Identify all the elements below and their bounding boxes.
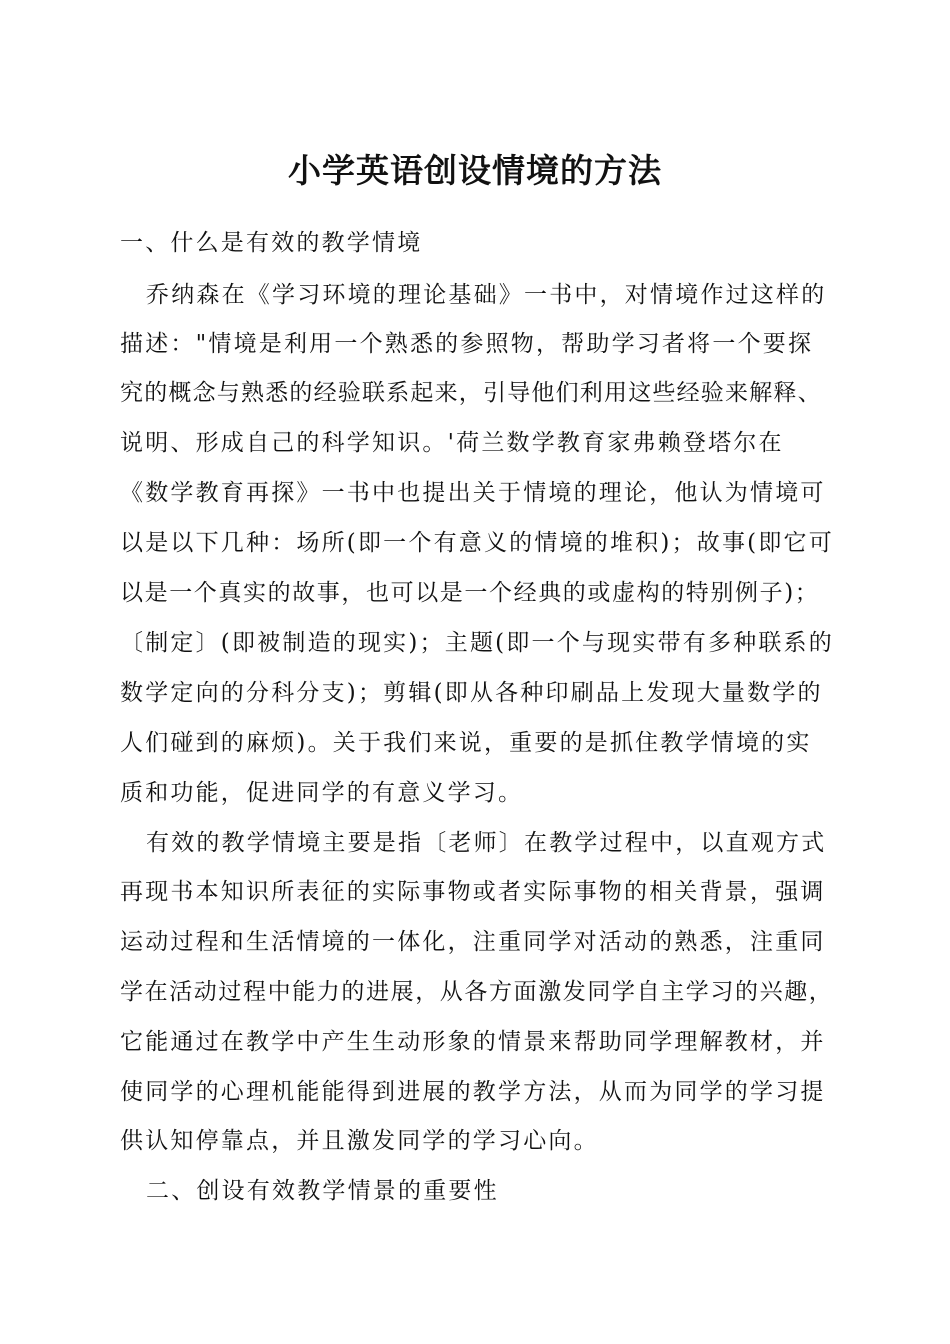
paragraph-2-line: 供认知停靠点，并且激发同学的学习心向。 [120, 1128, 599, 1154]
document-title: 小学英语创设情境的方法 [288, 151, 662, 190]
paragraph-1-line: 数学定向的分科分支)；剪辑(即从各种印刷品上发现大量数学的 [120, 680, 823, 706]
paragraph-2-line: 有效的教学情境主要是指〔老师〕在教学过程中，以直观方式 [146, 830, 827, 856]
paragraph-2-line: 学在活动过程中能力的进展，从各方面激发同学自主学习的兴趣， [120, 979, 834, 1005]
paragraph-1-line: 人们碰到的麻烦)。关于我们来说，重要的是抓住教学情境的实 [120, 730, 812, 756]
section-heading-2: 二、创设有效教学情景的重要性 [146, 1178, 499, 1204]
paragraph-1-line: 〔制定〕(即被制造的现实)；主题(即一个与现实带有多种联系的 [120, 630, 834, 656]
paragraph-1-line: 说明、形成自己的科学知识。'荷兰数学教育家弗赖登塔尔在 [120, 430, 784, 456]
paragraph-1-line: 究的概念与熟悉的经验联系起来，引导他们利用这些经验来解释、 [120, 380, 822, 406]
section-heading-1: 一、什么是有效的教学情境 [120, 230, 423, 256]
paragraph-2-line: 使同学的心理机能能得到进展的教学方法，从而为同学的学习提 [120, 1079, 826, 1105]
paragraph-1-line: 质和功能，促进同学的有意义学习。 [120, 780, 524, 806]
paragraph-1-line: 以是一个真实的故事，也可以是一个经典的或虚构的特别例子)； [120, 580, 820, 606]
paragraph-2-line: 再现书本知识所表征的实际事物或者实际事物的相关背景，强调 [120, 879, 826, 905]
paragraph-2-line: 运动过程和生活情境的一体化，注重同学对活动的熟悉，注重同 [120, 929, 826, 955]
paragraph-1-line: 以是以下几种：场所(即一个有意义的情境的堆积)；故事(即它可 [120, 530, 834, 556]
paragraph-1-line: 《数学教育再探》一书中也提出关于情境的理论，他认为情境可 [120, 480, 826, 506]
paragraph-2-line: 它能通过在教学中产生生动形象的情景来帮助同学理解教材，并 [120, 1029, 826, 1055]
paragraph-1-line: 描述："情境是利用一个熟悉的参照物，帮助学习者将一个要探 [120, 331, 814, 357]
paragraph-1-line: 乔纳森在《学习环境的理论基础》一书中，对情境作过这样的 [146, 282, 827, 308]
